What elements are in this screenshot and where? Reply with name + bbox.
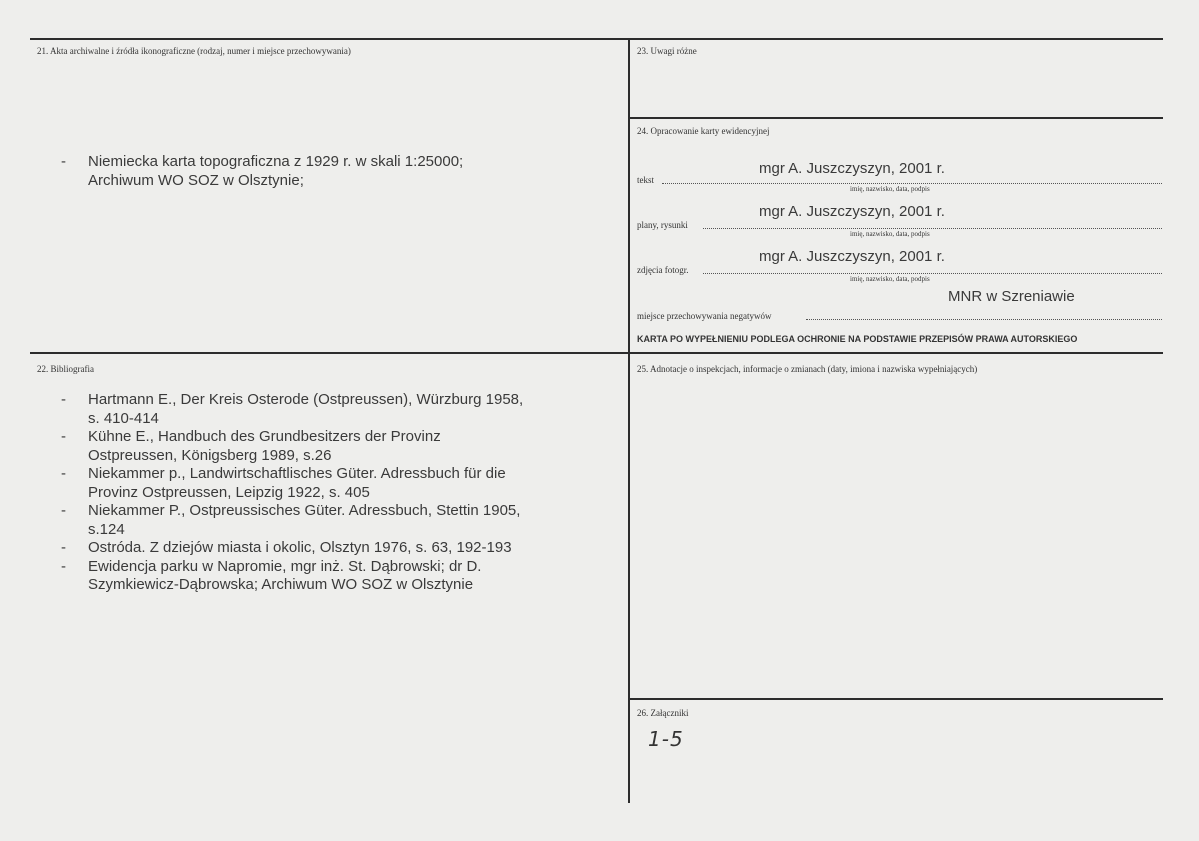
list-dash: - [61, 502, 66, 519]
negatives-location-label: miejsce przechowywania negatywów [637, 311, 772, 321]
author-photos-value: mgr A. Juszczyszyn, 2001 r. [759, 248, 945, 265]
list-item [61, 539, 621, 558]
list-item-line: Archiwum WO SOZ w Olsztynie; [88, 171, 304, 189]
archive-list [61, 153, 601, 190]
field-label-zdjecia: zdjęcia fotogr. [637, 265, 689, 275]
list-item-line: s. 410-414 [88, 409, 159, 427]
list-dash: - [61, 465, 66, 482]
bibliography-list [61, 391, 621, 595]
signature-caption: imię, nazwisko, data, podpis [850, 275, 930, 283]
section-24-label: 24. Opracowanie karty ewidencyjnej [637, 126, 770, 136]
list-dash: - [61, 391, 66, 408]
list-item-line: Kühne E., Handbuch des Grundbesitzers der Provinz [88, 428, 441, 445]
list-dash: - [61, 539, 66, 556]
list-item-line: s.124 [88, 520, 125, 538]
list-item-line: Niemiecka karta topograficzna z 1929 r. w skali 1:25000; [88, 153, 464, 170]
list-dash: - [61, 557, 66, 575]
list-item [61, 391, 621, 428]
signature-caption: imię, nazwisko, data, podpis [850, 230, 930, 238]
author-text-value: mgr A. Juszczyszyn, 2001 r. [759, 160, 945, 177]
list-item-line: Ewidencja parku w Napromie, mgr inż. St. Dąbrowski; dr D. [88, 557, 482, 575]
dotted-line [662, 183, 1162, 184]
list-item [61, 153, 601, 190]
list-dash: - [61, 153, 66, 170]
section-22-label: 22. Bibliografia [37, 364, 94, 374]
author-plans-value: mgr A. Juszczyszyn, 2001 r. [759, 203, 945, 220]
section-25-label: 25. Adnotacje o inspekcjach, informacje o zmianach (daty, imiona i nazwiska wypełniających) [637, 364, 978, 374]
negatives-location-value: MNR w Szreniawie [948, 288, 1075, 305]
field-label-plany: plany, rysunki [637, 220, 688, 230]
list-item-line: Ostpreussen, Königsberg 1989, s.26 [88, 446, 332, 464]
section-26-label: 26. Załączniki [637, 708, 689, 718]
list-item [61, 558, 621, 595]
attachments-handwritten: 1-5 [648, 727, 684, 751]
section-21-label: 21. Akta archiwalne i źródła ikonograficzne (rodzaj, numer i miejsce przechowywania) [37, 46, 351, 56]
list-item [61, 428, 621, 465]
copyright-note: KARTA PO WYPEŁNIENIU PODLEGA OCHRONIE NA PODSTAWIE PRZEPISÓW PRAWA AUTORSKIEGO [637, 334, 1078, 344]
list-item [61, 502, 621, 539]
signature-caption: imię, nazwisko, data, podpis [850, 185, 930, 193]
list-item [61, 465, 621, 502]
dotted-line [703, 228, 1162, 229]
list-item-line: Ostróda. Z dziejów miasta i okolic, Olsztyn 1976, s. 63, 192-193 [88, 539, 512, 556]
section-23-label: 23. Uwagi różne [637, 46, 697, 56]
list-item-line: Szymkiewicz-Dąbrowska; Archiwum WO SOZ w Olsztynie [88, 576, 474, 593]
top-border [30, 38, 1163, 40]
divider-23-24 [628, 117, 1163, 119]
field-label-tekst: tekst [637, 175, 654, 185]
dotted-line [806, 319, 1162, 320]
list-dash: - [61, 428, 66, 445]
divider-25-26 [628, 698, 1163, 700]
vertical-divider [628, 38, 630, 803]
list-item-line: Provinz Ostpreussen, Leipzig 1922, s. 405 [88, 483, 370, 501]
list-item-line: Hartmann E., Der Kreis Osterode (Ostpreussen), Würzburg 1958, [88, 391, 524, 408]
list-item-line: Niekammer P., Ostpreussisches Güter. Adressbuch, Stettin 1905, [88, 502, 521, 519]
list-item-line: Niekammer p., Landwirtschaftlisches Güter. Adressbuch für die [88, 465, 506, 482]
dotted-line [703, 273, 1162, 274]
middle-horizontal-divider [30, 352, 1163, 354]
